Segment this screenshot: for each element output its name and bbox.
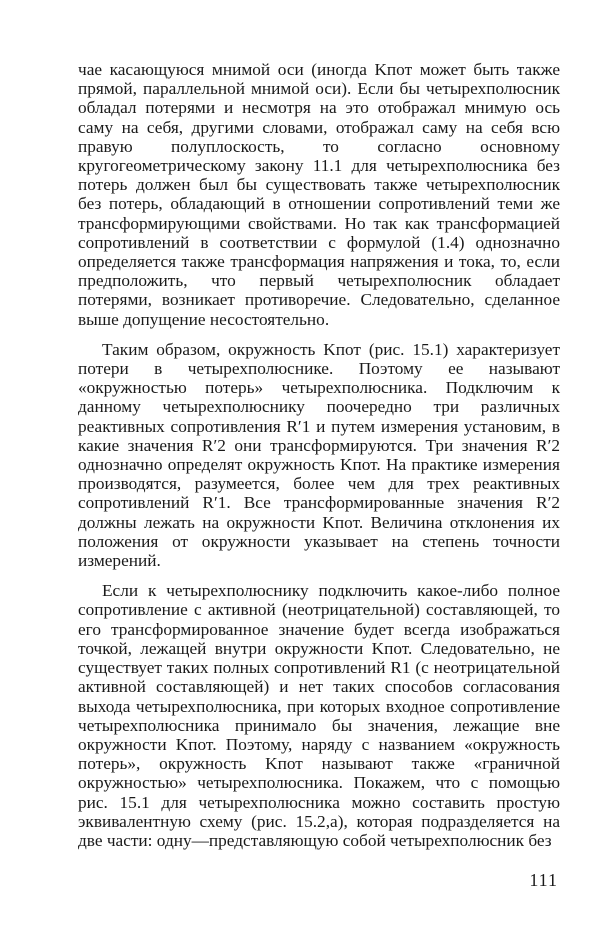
page-number: 111 [529, 870, 558, 890]
paragraph-boundary-circle: Если к четырехполюснику подключить какое-либо полное сопротивление с активной (неотрицательной) составляющей, то его трансформированное значение будет всегда изображаться точкой, лежащей внутри окружности Kпот. Следовательно, не существует таких полных сопротивлений R1 (с неотрицательной активной составляющей) и нет таких способов согласования выхода четырехполюсника, при которых входное сопротивление четырехполюсника принимало бы значения, лежащие вне окружности Kпот. Поэтому, наряду с названием «окружность потерь», окружность Kпот называют также «граничной окружностью» четырехполюсника. Покажем, что с помощью рис. 15.1 для четырехполюсника можно составить простую эквивалентную схему (рис. 15.2,а), которая подразделяется на две части: одну—представляющую собой четырехполюсник без [78, 581, 560, 850]
paragraph-loss-circle: Таким образом, окружность Kпот (рис. 15.1) характеризует потери в четырехполюснике. Поэтому ее называют «окружностью потерь» четырехполюсника. Подключим к данному четырехполюснику поочередно три различных реактивных сопротивления R′1 и путем измерения установим, в какие значения R′2 они трансформируются. Три значения R′2 однозначно определят окружность Kпот. На практике измерения производятся, разумеется, более чем для трех реактивных сопротивлений R′1. Все трансформированные значения R′2 должны лежать на окружности Kпот. Величина отклонения их положения от окружности указывает на степень точности измерений. [78, 339, 560, 571]
page-body [78, 60, 560, 850]
paragraph-continuation: чае касающуюся мнимой оси (иногда Kпот может быть также прямой, параллельной мнимой оси). Если бы четырехполюсник обладал потерями и несмотря на это отображал мнимую ось саму на себя, другими словами, отображал саму на себя всю правую полуплоскость, то согласно основному кругогеометрическому закону 11.1 для четырехполюсника без потерь должен был бы существовать также четырехполюсник без потерь, обладающий в отношении сопротивлений теми же трансформирующими свойствами. Но так как трансформацией сопротивлений в соответствии с формулой (1.4) однозначно определяется также трансформация напряжения и тока, то, если предположить, что первый четырехполюсник обладает потерями, возникает противоречие. Следовательно, сделанное выше допущение несостоятельно. [78, 60, 560, 329]
